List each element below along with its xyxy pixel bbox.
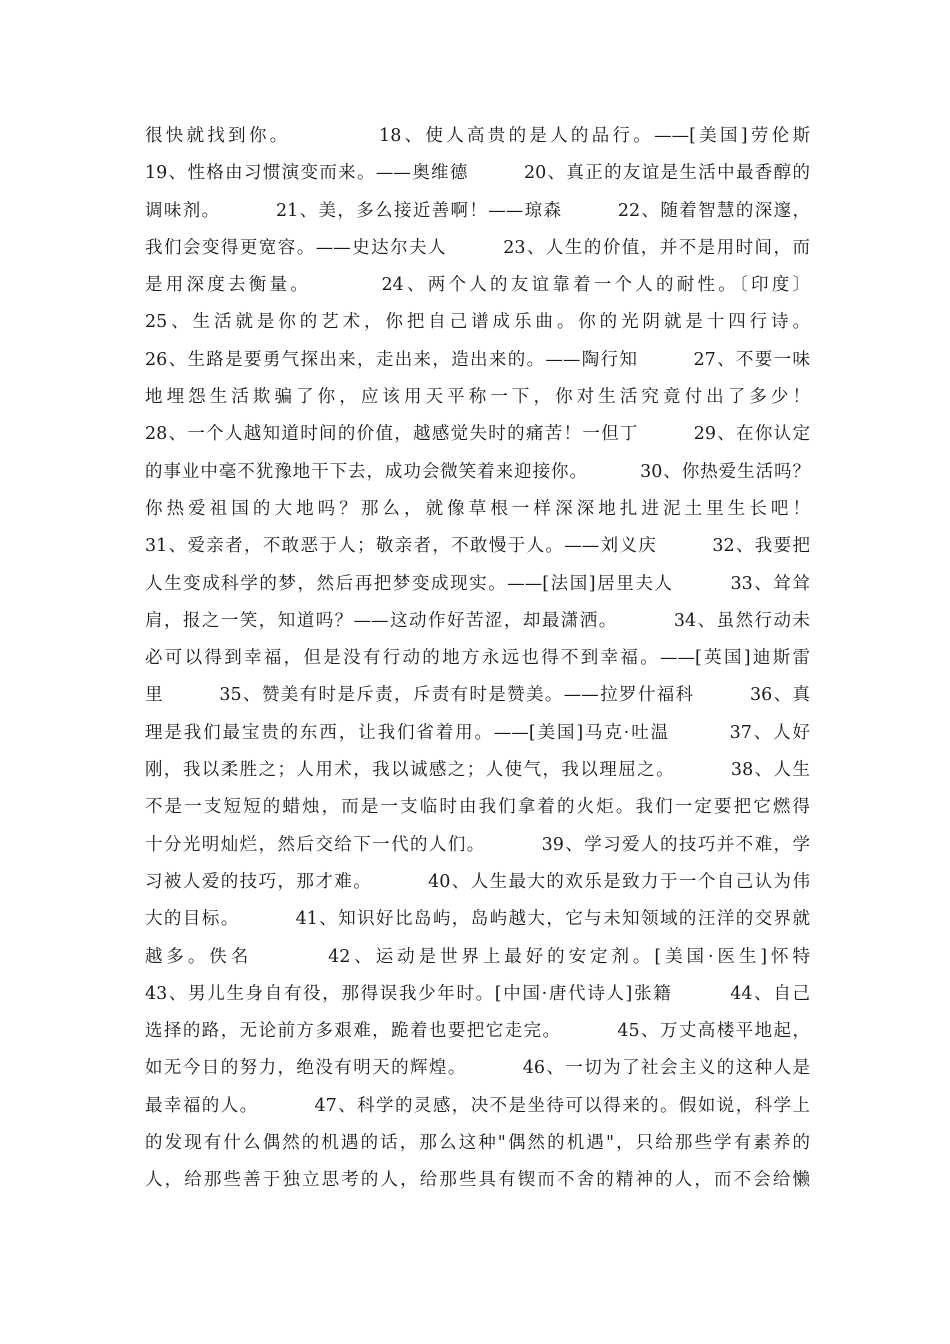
text-line: 很快就找到你。 18、使人高贵的是人的品行。——[美国]劳伦斯: [145, 126, 810, 146]
text-line: 的发现有什么偶然的机遇的话，那么这种"偶然的机遇"，只给那些学有素养的: [145, 1133, 810, 1154]
text-line: 大的目标。 41、知识好比岛屿，岛屿越大，它与未知领域的汪洋的交界就: [145, 909, 810, 930]
text-line: 是用深度去衡量。 24、两个人的友谊靠着一个人的耐性。〔印度〕: [145, 275, 810, 296]
text-line: 肩，报之一笑，知道吗？——这动作好苦涩，却最潇洒。 34、虽然行动未: [145, 610, 810, 631]
text-line: 28、一个人越知道时间的价值，越感觉失时的痛苦！一但丁 29、在你认定: [145, 424, 810, 445]
text-line: 选择的路，无论前方多艰难，跪着也要把它走完。 45、万丈高楼平地起，: [145, 1021, 810, 1042]
body-text: [145, 118, 810, 1200]
text-line: 如无今日的努力，绝没有明天的辉煌。 46、一切为了社会主义的这种人是: [145, 1058, 810, 1079]
text-line: 不是一支短短的蜡烛，而是一支临时由我们拿着的火炬。我们一定要把它燃得: [145, 797, 810, 818]
text-line: 刚，我以柔胜之；人用术，我以诚感之；人使气，我以理屈之。 38、人生: [145, 760, 810, 781]
text-line: 地埋怨生活欺骗了你，应该用天平称一下，你对生活究竟付出了多少！: [145, 387, 810, 408]
text-line: 里 35、赞美有时是斥责，斥责有时是赞美。——拉罗什福科 36、真: [145, 685, 810, 706]
text-line: 19、性格由习惯演变而来。——奥维德 20、真正的友谊是生活中最香醇的: [145, 163, 810, 184]
text-line: 我们会变得更宽容。——史达尔夫人 23、人生的价值，并不是用时间，而: [145, 237, 810, 258]
text-line: 十分光明灿烂，然后交给下一代的人们。 39、学习爱人的技巧并不难，学: [145, 834, 810, 855]
text-line: 理是我们最宝贵的东西，让我们省着用。——[美国]马克·吐温 37、人好: [145, 722, 810, 743]
text-line: 26、生路是要勇气探出来，走出来，造出来的。——陶行知 27、不要一味: [145, 349, 810, 370]
text-line: 43、男儿生身自有役，那得误我少年时。[中国·唐代诗人]张籍 44、自己: [145, 983, 810, 1004]
text-line: 你热爱祖国的大地吗？那么，就像草根一样深深地扎进泥土里生长吧！: [145, 498, 810, 519]
text-line: 最幸福的人。 47、科学的灵感，决不是坐待可以得来的。假如说，科学上: [145, 1095, 810, 1116]
text-line: 25、生活就是你的艺术，你把自己谱成乐曲。你的光阴就是十四行诗。: [145, 312, 810, 333]
text-line: 人生变成科学的梦，然后再把梦变成现实。——[法国]居里夫人 33、耸耸: [145, 573, 810, 594]
text-line: 的事业中毫不犹豫地干下去，成功会微笑着来迎接你。 30、你热爱生活吗？: [145, 461, 810, 482]
text-line: 调味剂。 21、美，多么接近善啊！——琼森 22、随着智慧的深邃，: [145, 200, 810, 221]
text-line: 必可以得到幸福，但是没有行动的地方永远也得不到幸福。——[英国]迪斯雷: [145, 648, 810, 669]
text-line: 习被人爱的技巧，那才难。 40、人生最大的欢乐是致力于一个自己认为伟: [145, 871, 810, 892]
text-line: 人，给那些善于独立思考的人，给那些具有锲而不舍的精神的人，而不会给懒: [145, 1170, 810, 1191]
text-line: 越多。佚名 42、运动是世界上最好的安定剂。[美国·医生]怀特: [145, 946, 810, 967]
text-line: 31、爱亲者，不敢恶于人；敬亲者，不敢慢于人。——刘义庆 32、我要把: [145, 536, 810, 557]
